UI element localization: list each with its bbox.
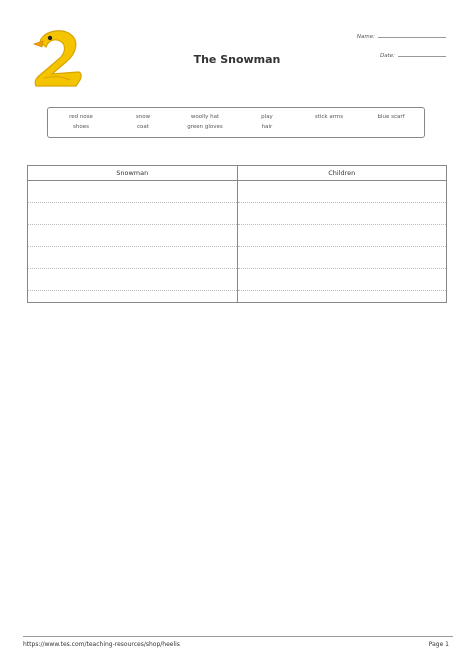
word-bank-item: stick arms xyxy=(314,114,344,120)
children-cell[interactable] xyxy=(237,203,447,225)
snowman-cell[interactable] xyxy=(28,225,238,247)
footer-url-link[interactable]: https://www.tes.com/teaching-resources/shop/heelis xyxy=(23,641,180,648)
children-cell[interactable] xyxy=(237,291,447,303)
page-number: Page 1 xyxy=(428,641,449,648)
date-field[interactable] xyxy=(380,53,446,59)
table-row xyxy=(28,203,447,225)
sorting-table xyxy=(27,165,447,303)
date-blank-line[interactable] xyxy=(398,56,446,57)
name-label: Name: xyxy=(356,34,375,40)
column-header-snowman: Snowman xyxy=(28,166,238,181)
snowman-cell[interactable] xyxy=(28,203,238,225)
footer-divider xyxy=(23,636,453,637)
column-header-children: Children xyxy=(237,166,447,181)
name-field[interactable] xyxy=(357,34,446,40)
snowman-cell[interactable] xyxy=(28,181,238,203)
table-row xyxy=(28,269,447,291)
word-bank-item: woolly hat xyxy=(190,114,220,120)
word-bank-item: play xyxy=(261,114,273,120)
snowman-cell[interactable] xyxy=(28,291,238,303)
word-bank-item: red nose xyxy=(69,114,93,120)
word-bank-item: hair xyxy=(261,124,273,130)
table-row xyxy=(28,225,447,247)
children-cell[interactable] xyxy=(237,269,447,291)
children-cell[interactable] xyxy=(237,247,447,269)
table-row xyxy=(28,181,447,203)
word-bank-item: shoes xyxy=(73,124,89,130)
snowman-cell[interactable] xyxy=(28,269,238,291)
word-bank-item: coat xyxy=(137,124,149,130)
table-row xyxy=(28,247,447,269)
word-bank-item: green gloves xyxy=(187,124,223,130)
word-bank xyxy=(47,107,425,138)
page-title: The Snowman xyxy=(193,53,281,66)
word-bank-item: blue scarf xyxy=(377,114,405,120)
snowman-cell[interactable] xyxy=(28,247,238,269)
children-cell[interactable] xyxy=(237,181,447,203)
date-label: Date: xyxy=(380,53,395,59)
table-row xyxy=(28,291,447,303)
name-blank-line[interactable] xyxy=(378,37,446,38)
children-cell[interactable] xyxy=(237,225,447,247)
table-header-row xyxy=(28,166,447,181)
word-bank-item: snow xyxy=(135,114,151,120)
